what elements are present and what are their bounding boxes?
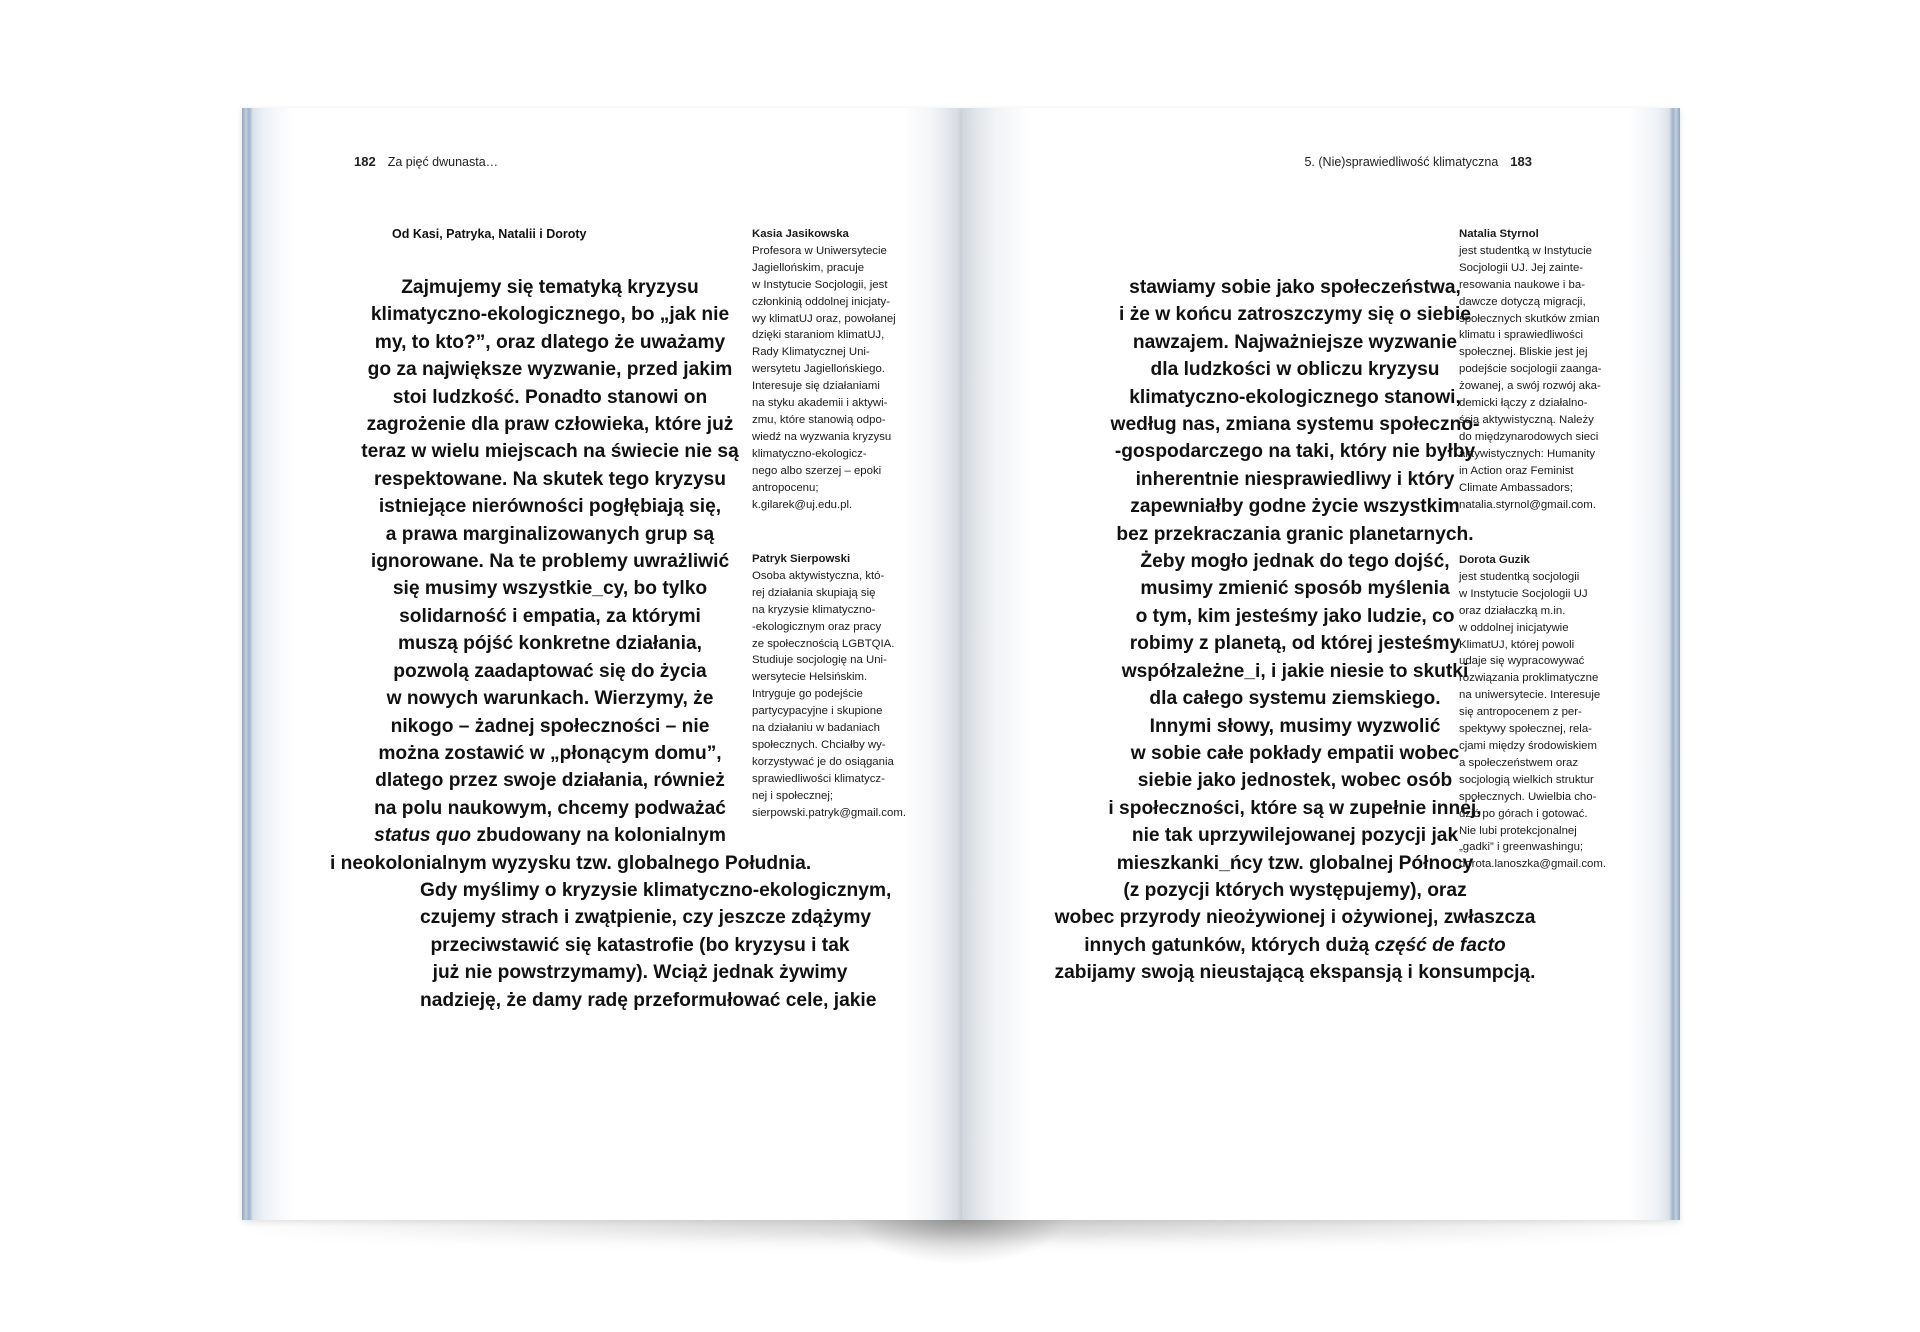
sidenote-line: Rady Klimatycznej Uni-	[752, 346, 870, 359]
body-line-text: i społeczności, które są w zupełnie innej,	[1108, 797, 1482, 819]
sidenote-line: demicki łączy z działalno-	[1459, 397, 1588, 410]
sidenote-line: nej i społecznej;	[752, 789, 834, 802]
sidenote-author-name: Kasia Jasikowska	[752, 228, 849, 240]
body-line	[420, 877, 892, 904]
body-line-text: nikogo – żadnej społeczności – nie	[390, 715, 710, 737]
body-line-text: bez przekraczania granic planetarnych.	[1116, 523, 1474, 545]
body-line-text: pozwolą zaadaptować się do życia	[393, 660, 707, 682]
sidenote-line: partycypacyjne i skupione	[752, 705, 883, 718]
body-line-text: inherentnie niesprawiedliwy i który	[1135, 468, 1455, 490]
sidenote-line: podejście socjologii zaanga-	[1459, 363, 1602, 376]
body-line	[330, 630, 770, 657]
body-line-text: go za największe wyzwanie, przed jakim	[367, 359, 733, 381]
sidenote-line: społecznych. Uwielbia cho-	[1459, 790, 1597, 803]
body-line-text: Żeby mogło jednak do tego dojść,	[1140, 551, 1450, 573]
sidenote-line: a społeczeństwem oraz	[1459, 756, 1579, 769]
sidenote-line: Profesora w Uniwersytecie	[752, 244, 887, 257]
body-line-text: robimy z planetą, od której jesteśmy	[1129, 633, 1461, 655]
body-line	[330, 713, 770, 740]
body-line	[1035, 932, 1555, 959]
body-line-text: czujemy strach i zwątpienie, czy jeszcze zdążymy	[420, 907, 872, 929]
body-line	[330, 301, 770, 328]
sidenote-line: się antropocenem z per-	[1459, 706, 1582, 719]
body-line-text: i neokolonialnym wyzysku tzw. globalnego Południa.	[330, 852, 812, 874]
body-line-text: solidarność i empatia, za którymi	[399, 605, 701, 627]
body-line-text: w nowych warunkach. Wierzymy, że	[386, 688, 714, 710]
sidenote-line: KlimatUJ, której powoli	[1459, 638, 1575, 651]
body-line	[420, 959, 860, 986]
body-line	[330, 466, 770, 493]
body-line-text: współzależne_i, i jakie niesie to skutki	[1121, 660, 1469, 682]
sidenote-line: na działaniu w badaniach	[752, 722, 880, 735]
body-line-text: Innymi słowy, musimy wyzwolić	[1149, 715, 1441, 737]
sidenote-line: spektywy społecznej, rela-	[1459, 723, 1592, 736]
body-line	[1035, 959, 1555, 986]
body-line-text: siebie jako jednostek, wobec osób	[1137, 770, 1453, 792]
sidenote-line: społecznych skutków zmian	[1459, 312, 1600, 325]
body-line	[330, 795, 770, 822]
body-line	[330, 658, 770, 685]
sidenote-line: cjami między środowiskiem	[1459, 739, 1597, 752]
body-line	[330, 274, 770, 301]
sidenote-line: dorota.lanoszka@gmail.com.	[1459, 858, 1607, 871]
body-line	[330, 548, 770, 575]
sidenote-line: Jagiellońskim, pracuje	[752, 261, 865, 274]
body-line	[330, 438, 770, 465]
body-line	[1035, 904, 1555, 931]
body-line-text: dla całego systemu ziemskiego.	[1149, 688, 1441, 710]
body-line-text: zbudowany na kolonialnym	[476, 825, 726, 847]
body-line	[330, 850, 812, 877]
sidenote-line: antropocenu;	[752, 481, 819, 494]
body-line-text: stawiamy sobie jako społeczeństwa,	[1129, 277, 1461, 298]
body-line	[420, 987, 877, 1014]
body-line-text: o tym, kim jesteśmy jako ludzie, co	[1135, 605, 1455, 627]
left-running-head	[354, 154, 498, 169]
body-line	[330, 685, 770, 712]
sidenote-line: udaje się wypracowywać	[1459, 655, 1585, 668]
body-line-text: ignorowane. Na te problemy uwrażliwić	[370, 551, 730, 573]
body-line-text: można zostawić w „płonącym domu”,	[378, 742, 722, 764]
body-line-text: mieszkanki_ńcy tzw. globalnej Północy	[1116, 852, 1474, 874]
sidenote-line: w Instytucie Socjologii UJ	[1459, 587, 1588, 600]
sidenote-line: klimatyczno-ekologicz-	[752, 447, 867, 460]
body-line	[330, 384, 770, 411]
sidenote-line: klimatu i sprawiedliwości	[1459, 329, 1584, 342]
sidenote-line: ze społecznością LGBTQIA.	[752, 637, 895, 650]
body-line-text: nadzieję, że damy radę przeformułować cele, jakie	[420, 989, 877, 1011]
body-line-text: dlatego przez swoje działania, również	[375, 770, 725, 792]
sidenote-line: na kryzysie klimatyczno-	[752, 603, 876, 616]
body-line-text: i że w końcu zatroszczymy się o siebie	[1119, 304, 1471, 326]
sidenote-line: wersytecie Helsińskim.	[752, 671, 868, 684]
spine-shadow	[850, 1215, 1070, 1265]
sidenote-line: Climate Ambassadors;	[1459, 481, 1573, 494]
body-line-text: zapewniałby godne życie wszystkim	[1130, 496, 1460, 518]
sidenote-line: aktywistycznych: Humanity	[1459, 447, 1596, 460]
body-line-text: przeciwstawić się katastrofie (bo kryzysu i tak	[430, 934, 850, 956]
sidenote-line: jest studentką socjologii	[1459, 570, 1580, 583]
sidenote-line: „gadki” i greenwashingu;	[1459, 841, 1584, 854]
sidenote-author-name: Dorota Guzik	[1459, 554, 1530, 566]
sidenote-line: wy klimatUJ oraz, powołanej	[752, 312, 896, 325]
body-line-text: klimatyczno-ekologicznego stanowi,	[1129, 386, 1461, 408]
body-line	[330, 822, 770, 849]
body-line	[330, 740, 770, 767]
body-line	[330, 603, 770, 630]
sidenote-patryk-sierpowski	[752, 551, 906, 822]
sidenote-line: na styku akademii i aktywi-	[752, 397, 888, 410]
body-line-text: muszą pójść konkretne działania,	[398, 633, 702, 655]
sidenote-line: nego albo szerzej – epoki	[752, 464, 882, 477]
body-line-text: się musimy wszystkie_cy, bo tylko	[392, 578, 708, 600]
right-page-number: 183	[1510, 154, 1532, 169]
body-line-text: stoi ludzkość. Ponadto stanowi on	[392, 386, 708, 408]
sidenote-author-name: Natalia Styrnol	[1459, 228, 1539, 240]
sidenote-line: sprawiedliwości klimatycz-	[752, 772, 885, 785]
sidenote-natalia-styrnol	[1459, 226, 1601, 513]
sidenote-line: resowania naukowe i ba-	[1459, 278, 1586, 291]
sidenote-line: Intryguje go podejście	[752, 688, 863, 701]
sidenote-line: Interesuje się działaniami	[752, 380, 880, 393]
sidenote-author-name: Patryk Sierpowski	[752, 553, 851, 565]
body-line-text: klimatyczno-ekologicznego, bo „jak nie	[370, 304, 730, 326]
sidenote-line: w oddolnej inicjatywie	[1459, 621, 1569, 634]
body-line-text: teraz w wielu miejscach na świecie nie są	[361, 441, 739, 463]
body-line-text: Zajmujemy się tematyką kryzysu	[401, 277, 699, 298]
body-line	[330, 575, 770, 602]
body-line-text: Gdy myślimy o kryzysie klimatyczno-ekologicznym,	[420, 879, 892, 901]
left-running-title: Za pięć dwunasta…	[387, 155, 499, 169]
body-line-text: a prawa marginalizowanych grup są	[385, 523, 715, 545]
sidenote-line: społecznych. Chciałby wy-	[752, 738, 886, 751]
body-line-text: istniejące nierówności pogłębiają się,	[378, 496, 722, 518]
sidenote-line: ścią aktywistyczną. Należy	[1459, 413, 1594, 426]
body-line	[420, 904, 872, 931]
sidenote-line: dzięki staraniom klimatUJ,	[752, 329, 885, 342]
body-line-text: innych gatunków, których dużą	[1084, 934, 1370, 956]
body-line-text: -gospodarczego na taki, który nie byłby	[1114, 441, 1476, 463]
body-line-text: zabijamy swoją nieustającą ekspansją i konsumpcją.	[1054, 962, 1536, 984]
sidenote-line: Socjologii UJ. Jej zainte-	[1459, 261, 1584, 274]
sidenote-line: rej działania skupiają się	[752, 586, 876, 599]
sidenote-line: -ekologicznym oraz pracy	[752, 620, 882, 633]
right-running-head	[1304, 154, 1532, 169]
section-title: Od Kasi, Patryka, Natalii i Doroty	[392, 227, 587, 241]
sidenote-line: Osoba aktywistyczna, któ-	[752, 569, 885, 582]
body-line-text: wobec przyrody nieożywionej i ożywionej, zwłaszcza	[1054, 907, 1536, 929]
body-line	[420, 932, 860, 959]
body-line-text: respektowane. Na skutek tego kryzysu	[374, 468, 726, 490]
right-running-title: 5. (Nie)sprawiedliwość klimatyczna	[1304, 155, 1499, 169]
sidenote-line: żowanej, a swój rozwój aka-	[1459, 380, 1601, 393]
body-line	[330, 356, 770, 383]
body-line-text: nawzajem. Najważniejsze wyzwanie	[1132, 331, 1458, 353]
sidenote-line: socjologią wielkich struktur	[1459, 773, 1594, 786]
body-line-text: (z pozycji których występujemy), oraz	[1123, 879, 1467, 901]
sidenote-line: in Action oraz Feminist	[1459, 464, 1574, 477]
sidenote-line: na uniwersytecie. Interesuje	[1459, 689, 1601, 702]
body-line-text: według nas, zmiana systemu społeczno-	[1110, 414, 1480, 436]
sidenote-line: społecznej. Bliskie jest jej	[1459, 346, 1588, 359]
italic-phrase: status quo	[374, 825, 472, 847]
sidenote-line: jest studentką w Instytucie	[1459, 244, 1592, 257]
body-line-text: zagrożenie dla praw człowieka, które już	[366, 414, 734, 436]
body-line	[330, 411, 770, 438]
sidenote-line: Studiuje socjologię na Uni-	[752, 654, 887, 667]
body-line-text: musimy zmienić sposób myślenia	[1140, 578, 1450, 600]
body-line-text: my, to kto?”, oraz dlatego że uważamy	[374, 331, 726, 353]
sidenote-line: dzić po górach i gotować.	[1459, 807, 1588, 820]
body-line	[330, 521, 770, 548]
sidenote-line: k.gilarek@uj.edu.pl.	[752, 498, 853, 511]
sidenote-line: zmu, które stanowią odpo-	[752, 413, 886, 426]
sidenote-line: rozwiązania proklimatyczne	[1459, 672, 1599, 685]
body-line	[330, 329, 770, 356]
body-line-text: dla ludzkości w obliczu kryzysu	[1150, 359, 1440, 381]
body-line-text: w sobie całe pokłady empatii wobec	[1130, 742, 1460, 764]
body-line-text: już nie powstrzymamy). Wciąż jednak żywimy	[432, 962, 848, 984]
body-line	[1035, 877, 1555, 904]
sidenote-line: Nie lubi protekcjonalnej	[1459, 824, 1577, 837]
sidenote-line: natalia.styrnol@gmail.com.	[1459, 498, 1596, 511]
body-line	[330, 493, 770, 520]
sidenote-line: wersytetu Jagiellońskiego.	[752, 363, 885, 376]
sidenote-line: korzystywać je do osiągania	[752, 755, 894, 768]
sidenote-line: członkinią oddolnej inicjaty-	[752, 295, 891, 308]
sidenote-line: oraz działaczką m.in.	[1459, 604, 1566, 617]
sidenote-kasia-jasikowska	[752, 226, 896, 513]
sidenote-line: w Instytucie Socjologii, jest	[752, 278, 888, 291]
italic-phrase: część de facto	[1374, 934, 1506, 956]
left-page-number: 182	[354, 154, 376, 169]
body-line-text: nie tak uprzywilejowanej pozycji jak	[1131, 825, 1459, 847]
body-line	[1035, 521, 1555, 548]
body-line-text: na polu naukowym, chcemy podważać	[374, 797, 726, 819]
body-line	[330, 767, 770, 794]
sidenote-line: wiedź na wyzwania kryzysu	[752, 430, 892, 443]
sidenote-line: dawcze dotyczą migracji,	[1459, 295, 1586, 308]
sidenote-line: do międzynarodowych sieci	[1459, 430, 1599, 443]
sidenote-dorota-guzik	[1459, 552, 1606, 873]
sidenote-line: sierpowski.patryk@gmail.com.	[752, 806, 906, 819]
